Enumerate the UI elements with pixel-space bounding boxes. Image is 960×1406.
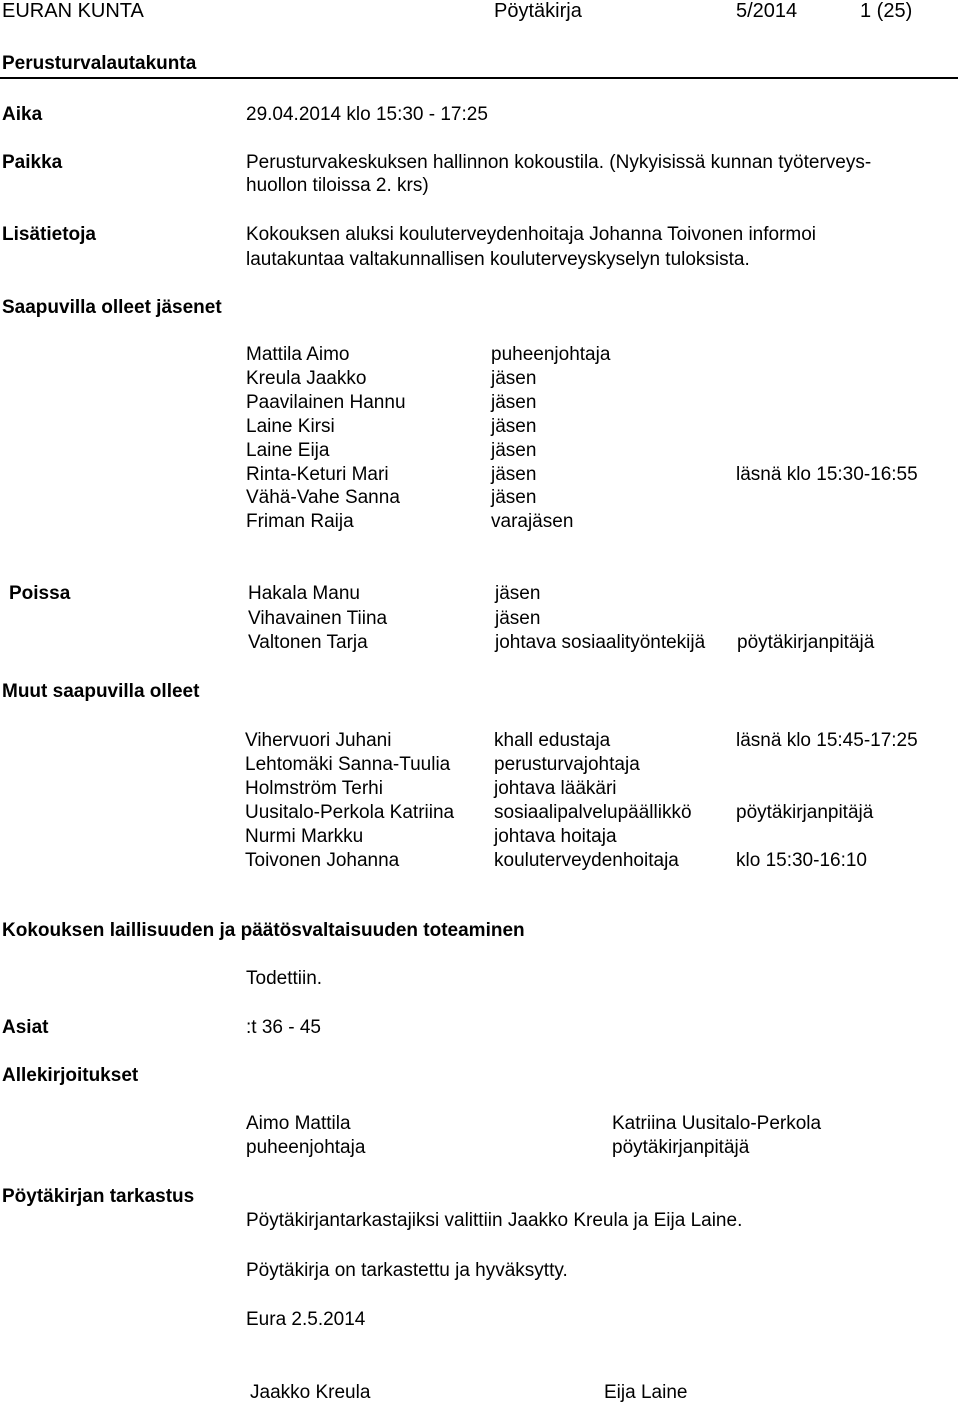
member-role: jäsen — [491, 439, 537, 461]
aika-label: Aika — [2, 104, 43, 125]
other-role: johtava hoitaja — [494, 825, 617, 847]
absent-name: Hakala Manu — [248, 583, 360, 604]
lisatietoja-line1: Kokouksen aluksi kouluterveydenhoitaja Johanna Toivonen informoi — [246, 224, 817, 245]
member-name: Rinta-Keturi Mari — [246, 463, 389, 485]
other-row — [0, 778, 960, 802]
member-name: Kreula Jaakko — [246, 367, 367, 389]
municipality-name: EURAN KUNTA — [2, 0, 144, 22]
other-row — [0, 826, 960, 850]
absent-role: johtava sosiaalityöntekijä — [495, 632, 706, 653]
signature-left-role: puheenjohtaja — [246, 1137, 366, 1158]
absent-row — [0, 608, 960, 632]
absent-row — [0, 632, 960, 656]
other-role: sosiaalipalvelupäällikkö — [494, 801, 692, 823]
member-row — [0, 464, 960, 488]
absent-role: jäsen — [495, 583, 541, 604]
other-role: khall edustaja — [494, 730, 611, 751]
review-date: Eura 2.5.2014 — [246, 1309, 366, 1330]
member-row — [0, 344, 960, 368]
other-name: Uusitalo-Perkola Katriina — [245, 801, 455, 823]
member-role: jäsen — [491, 463, 537, 485]
signature-right-role: pöytäkirjanpitäjä — [612, 1137, 750, 1158]
other-row — [0, 730, 960, 754]
other-role: perusturvajohtaja — [494, 753, 640, 775]
other-role: johtava lääkäri — [494, 777, 617, 799]
aika-value: 29.04.2014 klo 15:30 - 17:25 — [246, 104, 488, 125]
document-type: Pöytäkirja — [494, 0, 582, 22]
signatures-label: Allekirjoitukset — [2, 1065, 139, 1086]
other-note: klo 15:30-16:10 — [736, 849, 867, 871]
member-row — [0, 511, 960, 535]
lisatietoja-line2: lautakuntaa valtakunnallisen kouluterveyskyselyn tuloksista. — [246, 249, 750, 270]
signature-left-name: Aimo Mattila — [246, 1113, 351, 1134]
other-note: pöytäkirjanpitäjä — [736, 801, 874, 823]
other-row — [0, 802, 960, 826]
member-name: Paavilainen Hannu — [246, 391, 406, 413]
page-number: 1 (25) — [860, 0, 913, 22]
member-row — [0, 392, 960, 416]
member-row — [0, 368, 960, 392]
board-name: Perusturvalautakunta — [2, 53, 197, 74]
absent-name: Vihavainen Tiina — [248, 607, 388, 629]
asiat-label: Asiat — [2, 1017, 49, 1038]
review-signer2: Eija Laine — [604, 1382, 688, 1403]
review-line2: Pöytäkirja on tarkastettu ja hyväksytty. — [246, 1260, 568, 1281]
other-row — [0, 850, 960, 874]
other-note: läsnä klo 15:45-17:25 — [736, 730, 918, 751]
other-name: Toivonen Johanna — [245, 849, 400, 871]
member-name: Laine Kirsi — [246, 415, 335, 437]
other-name: Lehtomäki Sanna-Tuulia — [245, 753, 451, 775]
absent-label: Poissa — [9, 583, 71, 604]
member-role: jäsen — [491, 367, 537, 389]
member-row — [0, 416, 960, 440]
legality-label: Kokouksen laillisuuden ja päätösvaltaisuuden toteaminen — [2, 920, 525, 941]
member-role: jäsen — [491, 415, 537, 437]
legality-value: Todettiin. — [246, 968, 323, 989]
asiat-value: :t 36 - 45 — [246, 1017, 321, 1038]
absent-row — [0, 583, 960, 607]
signature-right-name: Katriina Uusitalo-Perkola — [612, 1113, 822, 1134]
other-name: Nurmi Markku — [245, 825, 364, 847]
lisatietoja-label: Lisätietoja — [2, 224, 96, 245]
member-name: Friman Raija — [246, 511, 354, 533]
member-note: läsnä klo 15:30-16:55 — [736, 463, 918, 485]
member-name: Vähä-Vahe Sanna — [246, 487, 400, 509]
header-divider — [0, 77, 958, 79]
document-number: 5/2014 — [736, 0, 798, 22]
other-name: Holmström Terhi — [245, 777, 383, 799]
member-name: Mattila Aimo — [246, 344, 350, 365]
other-role: kouluterveydenhoitaja — [494, 849, 679, 871]
absent-name: Valtonen Tarja — [248, 632, 368, 653]
member-role: puheenjohtaja — [491, 344, 611, 365]
paikka-line1: Perusturvakeskuksen hallinnon kokoustila. (Nykyisissä kunnan työterveys- — [246, 152, 872, 173]
absent-note: pöytäkirjanpitäjä — [737, 632, 875, 653]
member-role: varajäsen — [491, 511, 574, 533]
paikka-label: Paikka — [2, 152, 63, 173]
present-members-label: Saapuvilla olleet jäsenet — [2, 297, 222, 318]
member-role: jäsen — [491, 391, 537, 413]
other-name: Vihervuori Juhani — [245, 730, 392, 751]
review-label: Pöytäkirjan tarkastus — [2, 1186, 195, 1207]
member-role: jäsen — [491, 487, 537, 509]
member-row — [0, 487, 960, 511]
review-signer1: Jaakko Kreula — [250, 1382, 371, 1403]
absent-role: jäsen — [495, 607, 541, 629]
member-row — [0, 440, 960, 464]
review-line1: Pöytäkirjantarkastajiksi valittiin Jaakko Kreula ja Eija Laine. — [246, 1210, 743, 1231]
other-row — [0, 754, 960, 778]
others-label: Muut saapuvilla olleet — [2, 681, 200, 702]
member-name: Laine Eija — [246, 439, 330, 461]
paikka-line2: huollon tiloissa 2. krs) — [246, 175, 429, 196]
